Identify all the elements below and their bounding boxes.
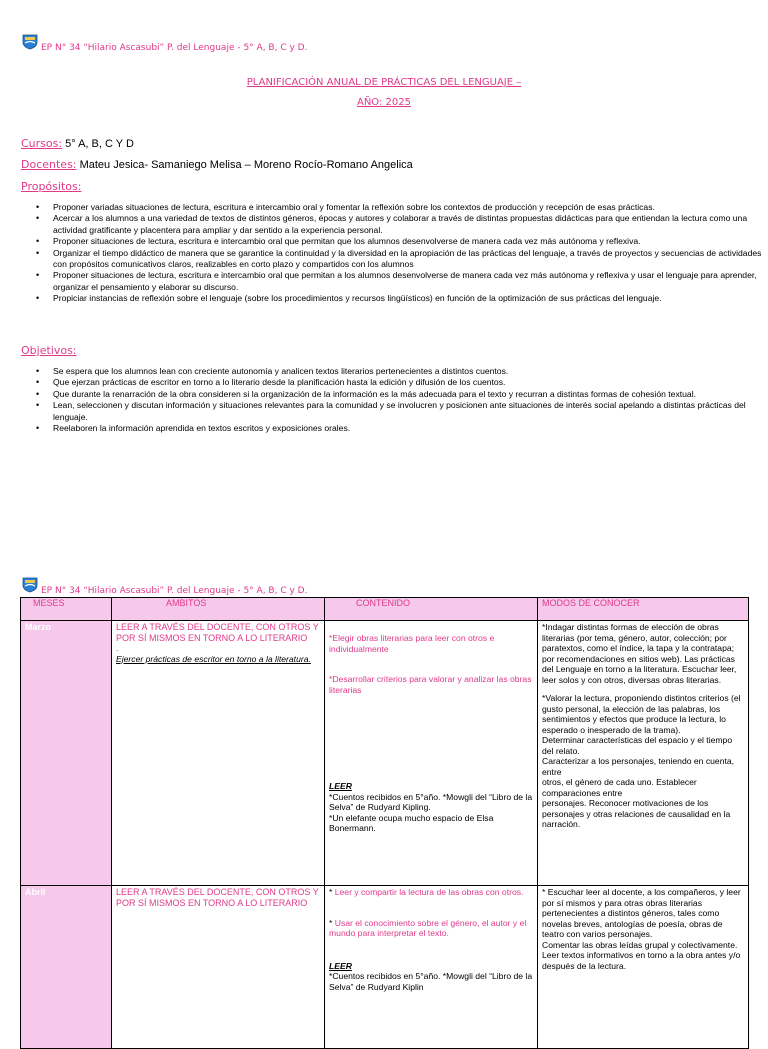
table-row [21,621,749,886]
list-item: • Lean, seleccionen y discutan información y situaciones relevantes para la comunidad y se involucren y posicionen ante situaciones de interés social apelando a distintas prácticas del lenguaje. [53,400,768,423]
contenido-cell [325,621,538,886]
leer-item: *Un elefante ocupa mucho espacio de Elsa Bonermann. [329,812,494,833]
header-ambitos: AMBITOS [112,598,325,621]
list-item: • Proponer situaciones de lectura, escritura e intercambio oral que permitan a los alumnos desenvolverse de manera cada vez más autónoma y reflexiva y usar el lenguaje para aprender, organizar el pensamiento y elaborar su discurso. [53,270,768,293]
contenido-item: *Desarrollar criterios para valorar y analizar las obras literarias [329,674,532,695]
page-header: EP N° 34 “Hilario Ascasubi” P. del Lenguaje - 5° A, B, C y D. [41,586,308,596]
modos-item: Determinar características del espacio y el tiempo del relato. [542,735,733,756]
list-item: • Que durante la renarración de la obra consideren si la organización de la información es la más adecuada para el texto y recurran a distintas formas de cohesión textual. [53,389,768,400]
modos-item: * Escuchar leer al docente, a los compañeros, y leer por sí mismos y para otras obras literarias pertenecientes a distintos géneros, tales como novelas breves, antologías de poesía, obras de teatro con varios personajes. [542,887,741,939]
contenido-item: Leer y compartir la lectura de las obras con otros. [334,887,524,897]
ambito-cell [112,886,325,1049]
leer-item: *Cuentos recibidos en 5°año. *Mowgli del “Libro de la Selva” de Rudyard Kiplin [329,971,533,992]
docentes-line [21,158,413,171]
modos-item: Caracterizar a los personajes, teniendo en cuenta, entre [542,756,735,777]
list-item: • Reelaboren la información aprendida en textos escritos y exposiciones orales. [53,423,768,434]
contenido-item: Usar el conocimiento sobre el género, el autor y el mundo para interpretar el texto. [329,917,527,938]
docentes-value: Mateu Jesica- Samaniego Melisa – Moreno Rocío-Romano Angelica [76,159,413,171]
modos-cell [538,886,749,1049]
header-contenido: CONTENIDO [325,598,538,621]
school-logo [21,577,39,593]
leer-item: *Cuentos recibidos en 5°año. *Mowgli del “Libro de la Selva” de Rudyard Kipling. [329,791,533,812]
document-year: AÑO: 2025 [356,97,411,108]
propositos-list [21,202,768,305]
modos-item: Comentar las obras leídas grupal y colectivamente. [542,939,738,950]
list-item: • Proponer variadas situaciones de lectura, escritura e intercambio oral y fomentar la reflexión sobre los contextos de producción y recepción de esas prácticas. [53,202,768,213]
mes-label: Marzo [25,622,52,632]
leer-label: LEER [329,960,352,971]
cursos-line [21,137,134,150]
list-item: • Proponer situaciones de lectura, escritura e intercambio oral que permitan que los alumnos desenvolverse de manera cada vez más autónoma y reflexiva. [53,236,768,247]
modos-cell [538,621,749,886]
cursos-label: Cursos: [21,137,63,150]
modos-item: *Indagar distintas formas de elección de obras literarias (por tema, género, autor, colección; por paratextos, como el índice, la tapa y la contratapa; por recomendaciones en sitios web). Las prácticas del Lenguaje en torno a la literatura. Escuchar leer, leer solos y con otros, diversas obras literarias. [542,622,737,685]
planning-table [20,597,749,1049]
cursos-value: 5° A, B, C Y D [62,138,134,150]
table-row [21,886,749,1049]
ambito-text: LEER A TRAVÉS DEL DOCENTE, CON OTROS Y POR SÍ MISMOS EN TORNO A LO LITERARIO [116,887,319,908]
list-item: • Acercar a los alumnos a una variedad de textos de distintos géneros, épocas y autores y colaborar a través de distintas propuestas didácticas para que entiendan la lectura como una actividad gratificante y placentera para ampliar y dar sentido a la experiencia personal. [53,213,768,236]
objetivos-list [21,366,768,434]
modos-item: otros, el género de cada uno. Establecer comparaciones entre [542,777,697,798]
ambito-cell [112,621,325,886]
list-item: • Que ejerzan prácticas de escritor en torno a lo literario desde la planificación hasta la edición y difusión de los cuentos. [53,377,768,388]
header-modos: MODOS DE CONOCER [538,598,749,621]
table-header-row [21,598,749,621]
leer-label: LEER [329,781,352,791]
ambito-extra: Ejercer prácticas de escritor en torno a la literatura. [116,653,311,664]
modos-item: personajes. Reconocer motivaciones de los personajes y otras relaciones de causalidad en la narración. [542,798,731,829]
document-title: PLANIFICACIÓN ANUAL DE PRÁCTICAS DEL LENGUAJE – [246,77,522,88]
objetivos-heading: Objetivos: [21,344,77,357]
header-meses: MESES [21,598,112,621]
contenido-cell: * Leer y compartir la lectura de las obras con otros. * Usar el conocimiento sobre el género, el autor y el mundo para interpretar el texto. LEER *Cuentos recibidos en 5°año. *Mowgli del “Libro de la Selva” de Rudyard Kiplin [325,886,538,1049]
modos-item: *Valorar la lectura, proponiendo distintos criterios (el gusto personal, la elección de las palabras, los sentimientos y efectos que produce la lectura, lo esperado o inesperado de la trama). [542,693,741,735]
ambito-text: LEER A TRAVÉS DEL DOCENTE, CON OTROS Y POR SÍ MISMOS EN TORNO A LO LITERARIO [116,622,319,643]
propositos-heading: Propósitos: [21,180,82,193]
list-item: • Propiciar instancias de reflexión sobre el lenguaje (sobre los procedimientos y recursos lingüísticos) en función de la optimización de sus prácticas del lenguaje. [53,293,768,304]
docentes-label: Docentes: [21,158,77,171]
mes-cell [21,621,112,886]
mes-label: Abril [25,887,46,897]
contenido-item: *Elegir obras literarias para leer con otros e individualmente [329,633,495,654]
page-header: EP N° 34 “Hilario Ascasubi” P. del Lenguaje - 5° A, B, C y D. [41,43,308,53]
modos-item: Leer textos informativos en torno a la obra antes y/o después de la lectura. [542,950,741,971]
school-logo [21,34,39,50]
ambito-dot: . [116,643,119,653]
mes-cell [21,886,112,1049]
list-item: • Se espera que los alumnos lean con creciente autonomía y analicen textos literarios pertenecientes a distintos cuentos. [53,366,768,377]
list-item: • Organizar el tiempo didáctico de manera que se garantice la continuidad y la diversidad en la apropiación de las prácticas del lenguaje, a través de proyectos y secuencias de actividades con propósitos comunicativos claros, realizables en corto plazo y compartidos con los alumnos [53,248,768,271]
